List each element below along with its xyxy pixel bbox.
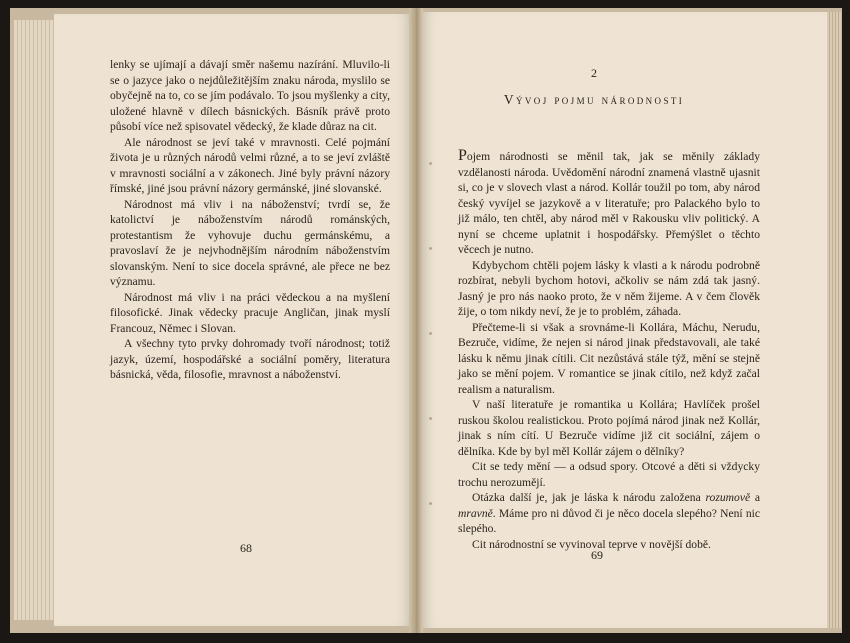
emphasis: rozumově (705, 491, 751, 504)
chapter-title (423, 92, 765, 108)
paragraph: Národnost má vliv i na náboženství; tvrdí se, že katolictví je náboženstvím národů románských, protestantism že vyhovuje duchu germánskému, a pravoslaví že je nejvhodnějším národním náboženstvím slovanským. Není to sice docela správné, ale přece ne bez významu. (110, 197, 390, 288)
paragraph: A všechny tyto prvky dohromady tvoří národnost; totiž jazyk, území, hospodářské a sociální poměry, literatura básnická, věda, filosofie, mravnost a náboženství. (110, 337, 390, 381)
binding-hole (429, 332, 432, 335)
page-edges (14, 20, 54, 620)
right-page (423, 12, 827, 628)
paragraph-text: a (750, 491, 761, 504)
paragraph: lenky se ujímají a dávají směr našemu nazírání. Mluvilo-li se o jazyce jako o nejdůležitějším znaku národa, myslilo se obyčejně na to, co se jím podávalo. To jsou myšlenky a city, uložené hlavně v dílech básnických. Básník právě proto působí více než spisovatel vědecký, že klade důraz na cit. (110, 58, 390, 133)
paragraph: Národnost má vliv i na práci vědeckou a na myšlení filosofické. Jinak vědecky pracuje Angličan, jinak myslí Francouz, Němec i Slovan. (110, 290, 390, 335)
paragraph (458, 490, 760, 537)
binding-hole (429, 417, 432, 420)
book-gutter (409, 8, 423, 633)
initial-letter: P (458, 147, 467, 164)
paragraph-text: Otázka další je, jak je láska k národu založena (472, 491, 706, 504)
paragraph: Přečteme-li si však a srovnáme-li Kollára, Máchu, Nerudu, Bezruče, vidíme, že nejen si národ jinak představovali, ale také lásku k němu jinak cítili. Cit nezůstává stále týž, mění se stejně jako se mění pojem. V romantice se jinak cítilo, než když začal realism a naturalism. (458, 320, 760, 396)
left-page (54, 14, 410, 626)
paragraph-text: . Máme pro ni důvod či je něco docela slepého? Není nic slepého. (458, 506, 760, 535)
page-number: 68 (240, 541, 252, 555)
paragraph-text: ojem národnosti se měnil tak, jak se měnily základy vzdělanosti národa. Uvědomění národní znamená vlastně ujasnit si, co je v slovech vlast a národ. Kollár toužil po tom, aby národ český vyvíjel se jazykově a v literatuře; pro Palackého bylo to již málo, ten chtěl, aby národ měl v Rakousku vliv politický. A nyní se chceme uplatnit i hospodářsky. Přemýšlet o těchto věcech je nutno. (458, 150, 760, 256)
page-edges (827, 12, 841, 628)
paragraph: Cit se tedy mění — a odsud spory. Otcové a děti si vždycky trochu nerozumějí. (458, 460, 760, 489)
paragraph (458, 148, 760, 258)
emphasis: mravně (458, 506, 493, 520)
paragraph: V naší literatuře je romantika u Kollára; Havlíček prošel ruskou školou realistickou. Proto pojímá národ jinak než Kollár, jinak s ním cítí. U Bezruče vidíme již cit sociální, zájem o dělníka. Kde by byl měl Kollár zájem o dělníky? (458, 398, 760, 458)
paragraph: Cit národnostní se vyvinoval teprve v novější době. (472, 537, 711, 551)
page-number: 69 (591, 548, 603, 562)
left-page-text (110, 57, 390, 383)
right-page-text (458, 148, 760, 552)
paragraph: Kdybychom chtěli pojem lásky k vlasti a k národu podrobně rozbírat, nebyli bychom hotovi, ačkoliv se nám zdá tak jasný. Jasný je pro nás naoko proto, že v něm žijeme. A v čem člověk žije, o tom nikdy neví, že je to problém, záhada. (458, 258, 760, 318)
paragraph: Ale národnost se jeví také v mravnosti. Celé pojmání života je u různých národů velmi různé, a to se jeví zvláště v mravnosti sociální a v zákonech. Jiné byly právní názory římské, jiné jsou právní názory germánské, jiné slovanské. (110, 135, 390, 195)
chapter-number: 2 (591, 66, 597, 80)
binding-hole (429, 502, 432, 505)
chapter-title-text: Vývoj pojmu národnosti (503, 92, 685, 107)
binding-hole (429, 162, 432, 165)
binding-hole (429, 247, 432, 250)
